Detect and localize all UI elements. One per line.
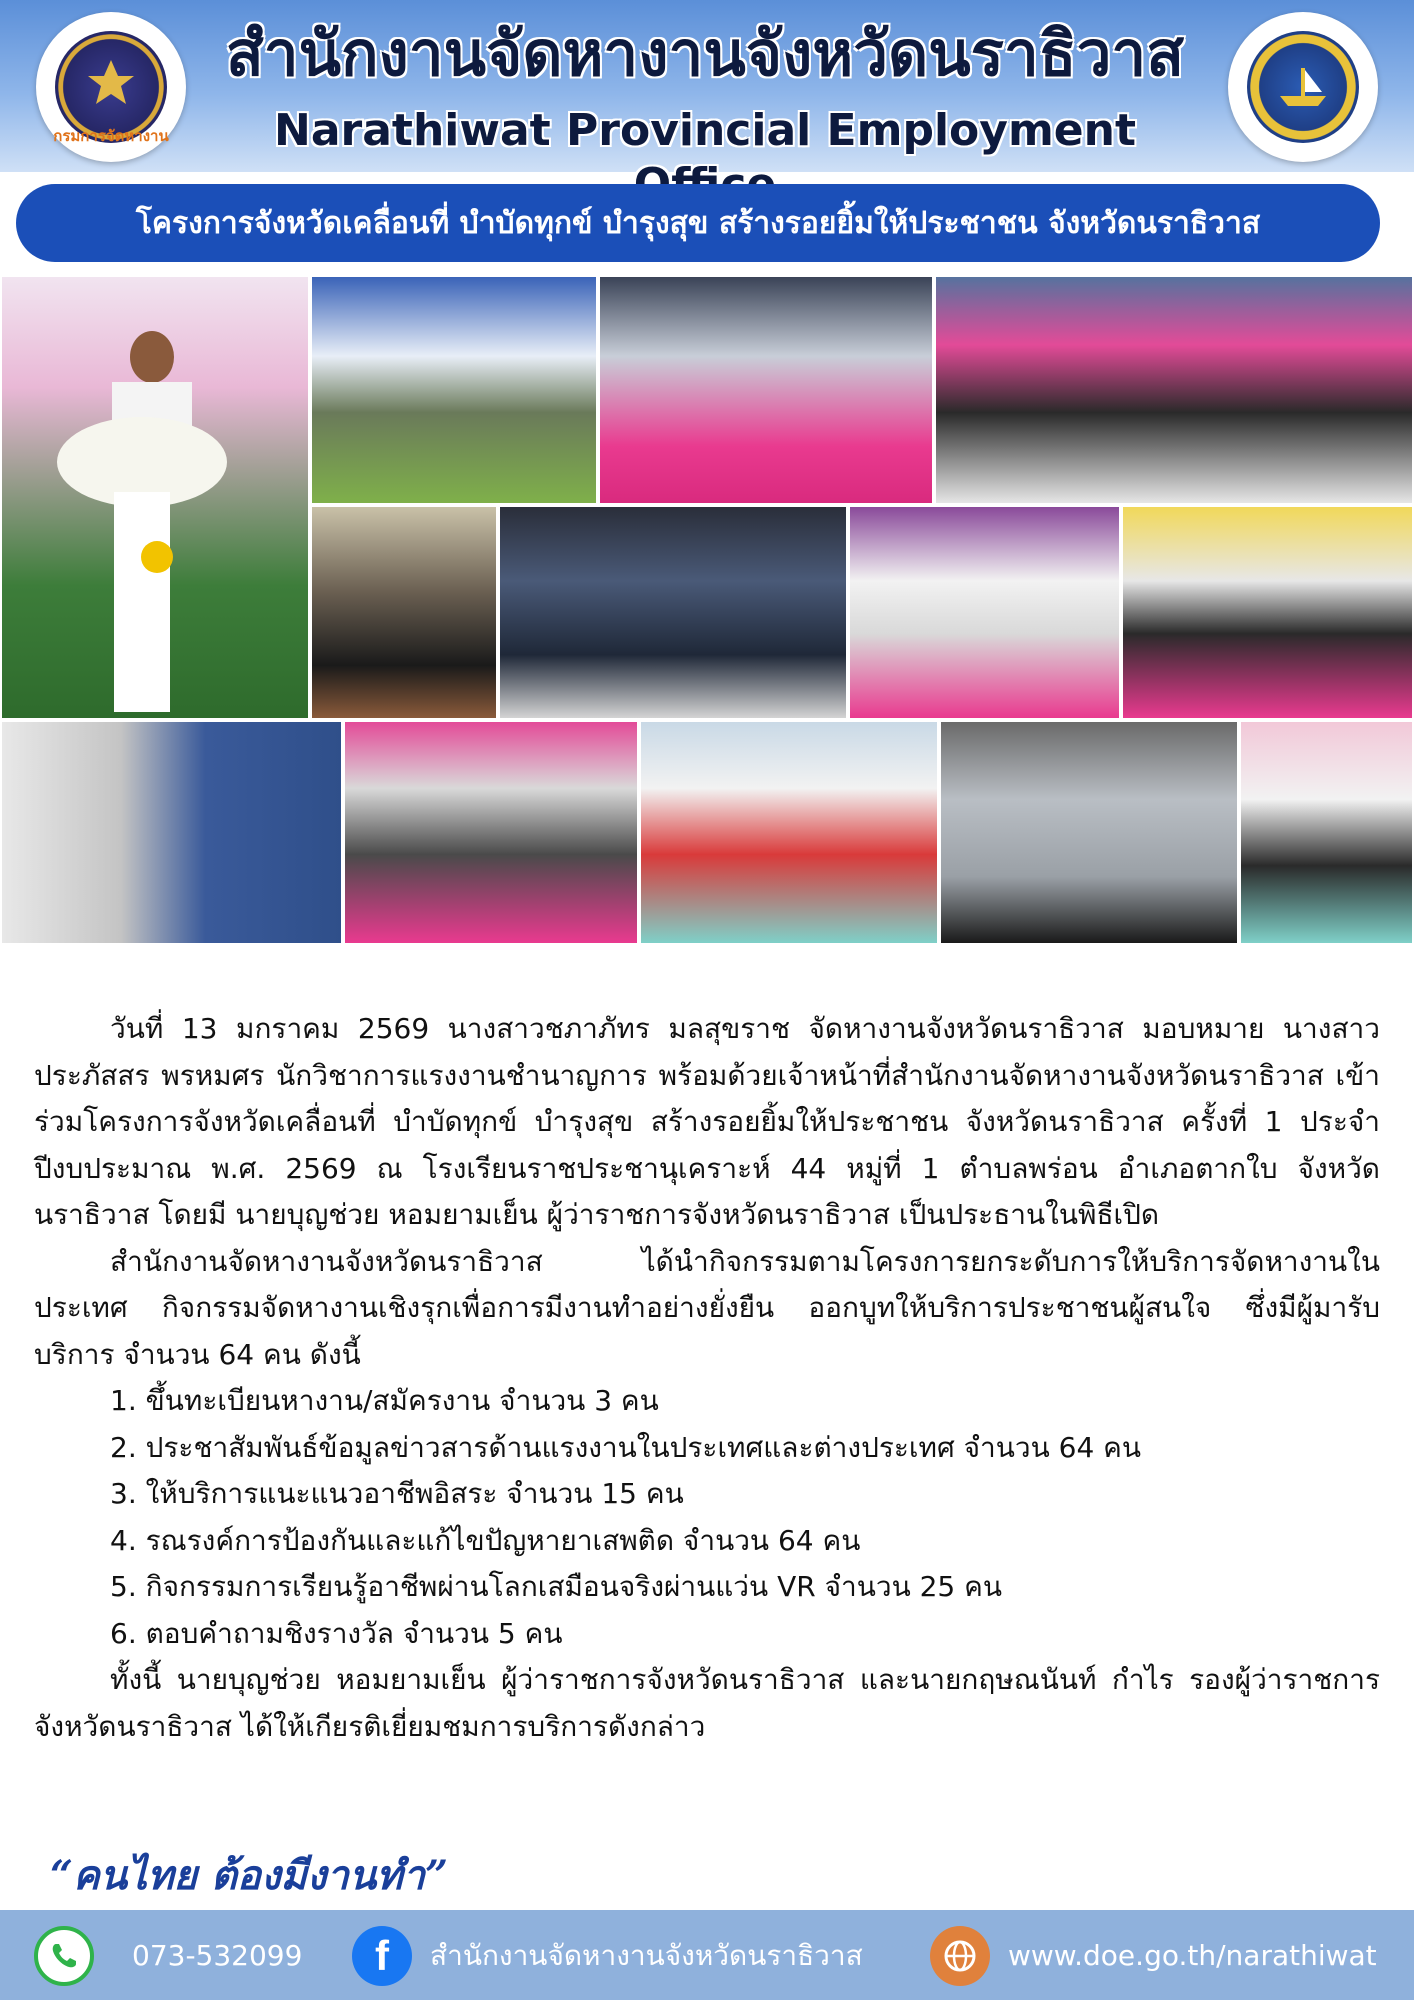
narathiwat-province-seal — [1228, 12, 1378, 162]
seal-icon — [1247, 31, 1359, 143]
paragraph-3: ทั้งนี้ นายบุญช่วย หอมยามเย็น ผู้ว่าราชการจังหวัดนราธิวาส และนายกฤษณนันท์ กำไร รองผู้ว่าราชการจังหวัดนราธิวาส ได้ให้เกียรติเยี่ยมชมการบริการดังกล่าว — [34, 1663, 1380, 1743]
list-item: 4. รณรงค์การป้องกันและแก้ไขปัญหายาเสพติด จำนวน 64 คน — [110, 1523, 861, 1557]
facebook-page-link[interactable]: สำนักงานจัดหางานจังหวัดนราธิวาส — [430, 1939, 863, 1972]
paragraph-2: สำนักงานจัดหางานจังหวัดนราธิวาส ได้นำกิจกรรมตามโครงการยกระดับการให้บริการจัดหางานในประเทศ กิจกรรมจัดหางานเชิงรุกเพื่อการมีงานทำอย่างยั่งยืน ออกบูทให้บริการประชาชนผู้สนใจ ซึ่งมีผู้มารับบริการ จำนวน 64 คน ดังนี้ — [34, 1244, 1380, 1371]
royal-emblem-icon — [76, 52, 146, 122]
photo-van-service — [0, 720, 343, 945]
list-item: 3. ให้บริการแนะแนวอาชีพอิสระ จำนวน 15 คน — [110, 1477, 684, 1510]
slogan: “คนไทย ต้องมีงานทำ” — [50, 1852, 449, 1899]
photo-staff-lineup — [498, 505, 848, 720]
photo-officials-group — [934, 275, 1414, 505]
list-item: 5. กิจกรรมการเรียนรู้อาชีพผ่านโลกเสมือนจริงผ่านแว่น VR จำนวน 25 คน — [110, 1570, 1003, 1603]
logo-label: กรมการจัดหางาน — [53, 127, 169, 145]
photo-speaker-podium — [0, 275, 310, 720]
phone-icon — [34, 1926, 94, 1986]
list-item: 6. ตอบคำถามชิงรางวัล จำนวน 5 คน — [110, 1616, 563, 1650]
office-title-thai: สำนักงานจัดหางานจังหวัดนราธิวาส — [225, 17, 1185, 90]
photo-vr-screen — [939, 720, 1239, 945]
photo-ceremony-guests — [310, 275, 598, 505]
ship-seal-icon — [1268, 52, 1338, 122]
photo-students-writing — [1121, 505, 1414, 720]
photo-mobile-unit — [343, 720, 639, 945]
office-title-english: Narathiwat Provincial Employment — [274, 105, 1136, 156]
website-link[interactable]: www.doe.go.th/narathiwat — [1008, 1939, 1377, 1972]
project-title-banner: โครงการจังหวัดเคลื่อนที่ บำบัดทุกข์ บำรุงสุข สร้างรอยยิ้มให้ประชาชน จังหวัดนราธิวาส — [16, 184, 1380, 262]
phone-number[interactable]: 073-532099 — [132, 1939, 303, 1972]
globe-icon — [930, 1926, 990, 1986]
paragraph-1: วันที่ 13 มกราคม 2569 นางสาวชภาภัทร มลสุขราช จัดหางานจังหวัดนราธิวาส มอบหมาย นางสาวประภัสสร พรหมศร นักวิชาการแรงงานชำนาญการ พร้อมด้วยเจ้าหน้าที่สำนักงานจัดหางานจังหวัดนราธิวาส เข้าร่วมโครงการจังหวัดเคลื่อนที่ บำบัดทุกข์ บำรุงสุข สร้างรอยยิ้มให้ประชาชน จังหวัดนราธิวาส ครั้งที่ 1 ประจำปีงบประมาณ พ.ศ. 2569 ณ โรงเรียนราชประชานุเคราะห์ 44 หมู่ที่ 1 ตำบลพร่อน อำเภอตากใบ จังหวัดนราธิวาส โดยมี นายบุญช่วย หอมยามเย็น ผู้ว่าราชการจังหวัดนราธิวาส เป็นประธานในพิธีเปิด — [34, 1012, 1380, 1231]
header — [0, 0, 1414, 172]
news-body — [34, 1006, 1380, 1750]
facebook-icon: f — [352, 1926, 412, 1986]
footer — [0, 1910, 1414, 2000]
photo-vr-headset-student — [1239, 720, 1414, 945]
photo-registration-desk — [848, 505, 1121, 720]
podium-with-flowers-icon — [2, 277, 310, 720]
list-item: 2. ประชาสัมพันธ์ข้อมูลข่าวสารด้านแรงงานในประเทศและต่างประเทศ จำนวน 64 คน — [110, 1430, 1142, 1464]
department-of-employment-logo — [36, 12, 186, 162]
photo-officer-seated — [310, 505, 498, 720]
list-item: 1. ขึ้นทะเบียนหางาน/สมัครงาน จำนวน 3 คน — [110, 1384, 659, 1417]
photo-vr-classroom — [639, 720, 939, 945]
photo-booth-handover — [598, 275, 934, 505]
